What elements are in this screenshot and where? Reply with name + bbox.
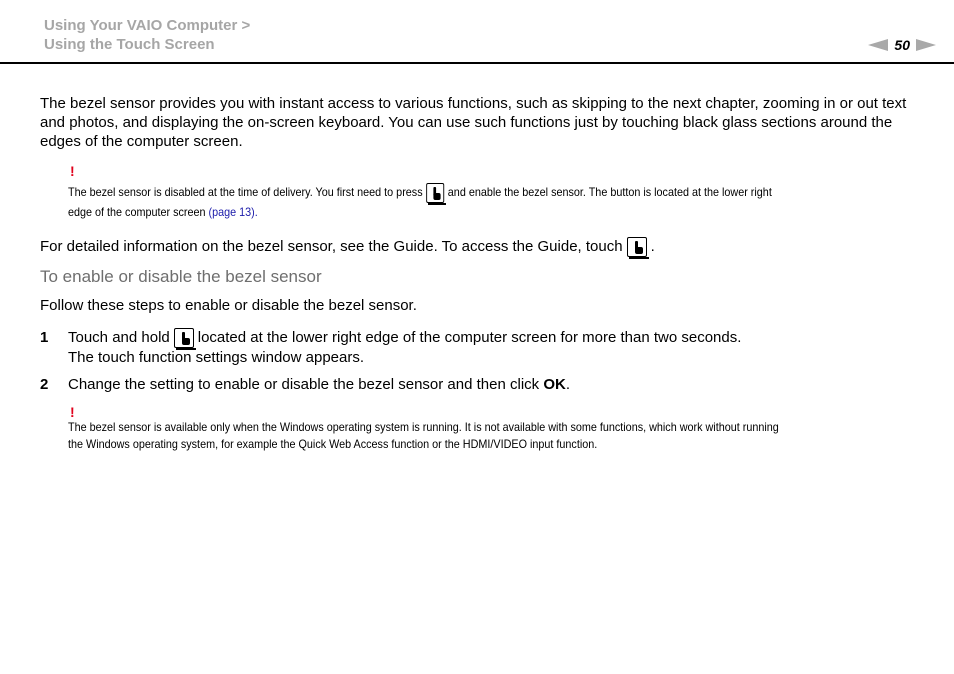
note-windows-only	[68, 419, 910, 453]
step-text: Change the setting to enable or disable the bezel sensor and then click	[68, 376, 540, 393]
guide-text: .	[650, 238, 655, 255]
note-text: edge of the computer screen	[68, 205, 206, 219]
intro-paragraph: The bezel sensor provides you with instant access to various functions, such as skipping to the next chapter, zooming in or out text and photos, and displaying the on-screen keyboard. You can use such functions just by touching black glass sections around the edges of the computer screen.	[40, 95, 907, 150]
breadcrumb-chapter[interactable]: Using Your VAIO Computer >	[44, 17, 251, 34]
page-header	[0, 0, 954, 64]
guide-paragraph	[40, 237, 655, 257]
page-link[interactable]: (page 13)	[208, 205, 255, 219]
touch-button-icon	[174, 328, 194, 348]
header-divider	[0, 62, 954, 64]
warning-mark: !	[70, 404, 75, 420]
step-text: .	[565, 376, 570, 393]
next-page-arrow-icon[interactable]	[916, 39, 936, 51]
page-navigation	[868, 37, 936, 53]
step-1	[68, 328, 928, 368]
step-2	[68, 375, 570, 395]
previous-page-arrow-icon[interactable]	[868, 39, 888, 51]
guide-text: For detailed information on the bezel sensor, see the Guide. To access the Guide, touch	[40, 238, 623, 255]
section-heading: To enable or disable the bezel sensor	[40, 267, 322, 286]
note-bezel-disabled	[68, 183, 905, 222]
note-text: The bezel sensor is disabled at the time of delivery. You first need to press	[68, 185, 423, 200]
step-text: located at the lower right edge of the computer screen for more than two seconds.	[197, 329, 742, 346]
note-text: the Windows operating system, for example the Quick Web Access function or the HDMI/VIDEO input function.	[68, 437, 598, 451]
warning-mark: !	[70, 163, 75, 179]
ok-label: OK	[543, 376, 566, 393]
note-text: .	[254, 205, 258, 219]
page-number: 50	[894, 37, 910, 53]
follow-paragraph: Follow these steps to enable or disable the bezel sensor.	[40, 297, 417, 314]
note-text: The bezel sensor is available only when the Windows operating system is running. It is not available with some functions, which work without running	[68, 420, 779, 434]
touch-button-icon	[627, 237, 647, 257]
step-result: The touch function settings window appears.	[68, 349, 365, 367]
touch-button-icon	[426, 183, 444, 203]
step-number: 1	[40, 329, 49, 346]
note-text: and enable the bezel sensor. The button is located at the lower right	[447, 185, 772, 200]
step-text: Touch and hold	[68, 329, 170, 346]
step-number: 2	[40, 376, 49, 393]
breadcrumb-section[interactable]: Using the Touch Screen	[44, 36, 215, 53]
